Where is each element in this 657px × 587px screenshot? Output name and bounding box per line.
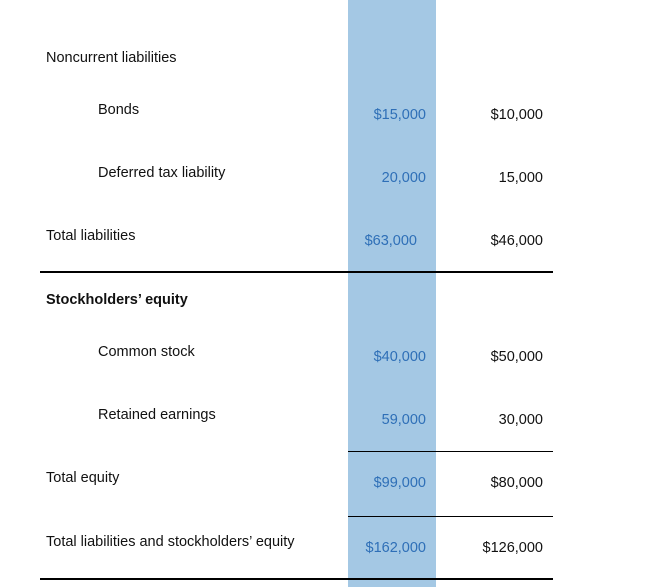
total-liabilities-current-value: $63,000	[364, 233, 417, 249]
bonds-current-value: $15,000	[373, 107, 426, 123]
deferred-tax-label: Deferred tax liability	[98, 165, 226, 181]
deferred-tax-prior-value: 15,000	[498, 170, 543, 186]
deferred-tax-current-value: 20,000	[381, 170, 426, 186]
total-rule	[348, 516, 553, 517]
bonds-prior-value: $10,000	[490, 107, 543, 123]
retained-earnings-prior-value: 30,000	[498, 412, 543, 428]
noncurrent-liabilities-heading: Noncurrent liabilities	[46, 50, 177, 66]
highlighted-current-year-column	[348, 0, 436, 587]
total-equity-label: Total equity	[46, 470, 120, 486]
bottom-rule	[40, 578, 553, 580]
section-divider	[40, 271, 553, 273]
retained-earnings-current-value: 59,000	[381, 412, 426, 428]
total-equity-prior-value: $80,000	[490, 475, 543, 491]
total-liabilities-prior-value: $46,000	[490, 233, 543, 249]
total-liabilities-label: Total liabilities	[46, 228, 136, 244]
bonds-label: Bonds	[98, 102, 140, 118]
total-liabilities-and-equity-label: Total liabilities and stockholders’ equity	[46, 534, 295, 550]
total-equity-current-value: $99,000	[373, 475, 426, 491]
total-liabilities-and-equity-current-value: $162,000	[365, 540, 426, 556]
common-stock-prior-value: $50,000	[490, 349, 543, 365]
stockholders-equity-heading: Stockholders’ equity	[46, 292, 188, 308]
common-stock-label: Common stock	[98, 344, 195, 360]
total-liabilities-and-equity-prior-value: $126,000	[482, 540, 543, 556]
retained-earnings-label: Retained earnings	[98, 407, 216, 423]
subtotal-rule	[348, 451, 553, 452]
common-stock-current-value: $40,000	[373, 349, 426, 365]
